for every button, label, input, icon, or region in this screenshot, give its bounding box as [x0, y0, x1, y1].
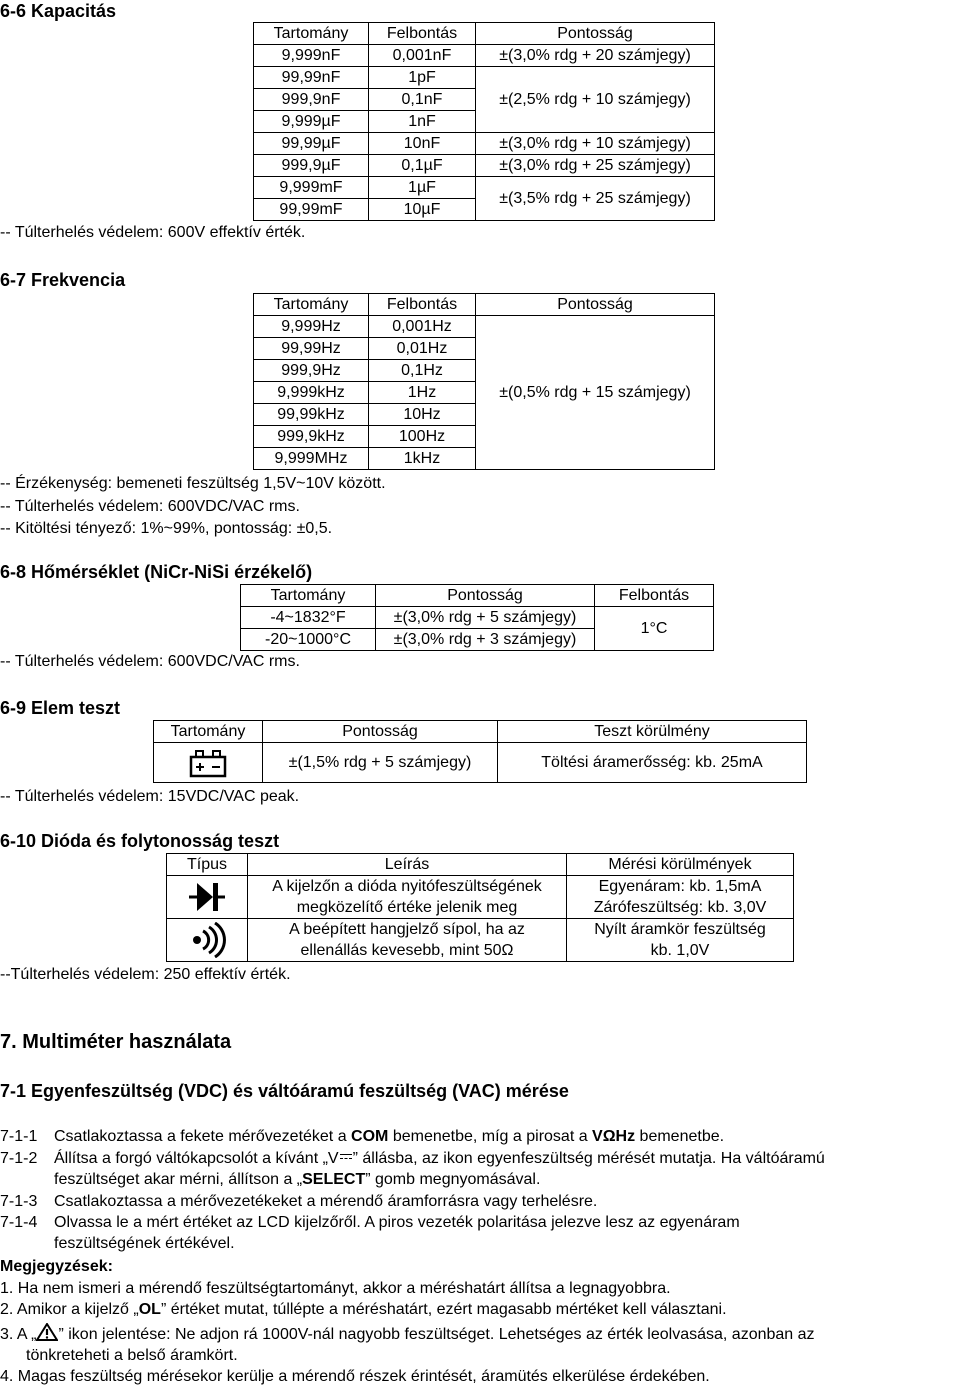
- section-title-frequency: 6-7 Frekvencia: [0, 270, 126, 290]
- table-cell: 0,1µF: [369, 155, 476, 177]
- section-title-diode: 6-10 Dióda és folytonosság teszt: [0, 831, 280, 851]
- note-text: tönkreteheti a belső áramkört.: [26, 1347, 238, 1364]
- table-cell: 1pF: [369, 67, 476, 89]
- chapter-title: 7. Multiméter használata: [0, 1031, 232, 1053]
- step-number: 7-1-1: [0, 1128, 38, 1145]
- table-cell: [167, 919, 248, 962]
- table-cell: ±(3,0% rdg + 5 számjegy): [376, 607, 595, 629]
- table-cell: 1µF: [369, 177, 476, 199]
- table-cell: 1Hz: [369, 382, 476, 404]
- table-header: Tartomány: [254, 23, 369, 45]
- step-number: 7-1-4: [0, 1214, 38, 1231]
- table-cell: ±(1,5% rdg + 5 számjegy): [263, 743, 498, 783]
- table-header: Tartomány: [254, 294, 369, 316]
- condition-line: Egyenáram: kb. 1,5mA: [598, 878, 762, 895]
- table-cell: 0,1nF: [369, 89, 476, 111]
- description-line: ellenállás kevesebb, mint 50Ω: [300, 942, 514, 959]
- com-label: COM: [351, 1128, 389, 1145]
- step-text: ” állásba, az ikon egyenfeszültség mérését mutatja. Ha váltóáramú: [352, 1150, 825, 1167]
- overload-note: -- Túlterhelés védelem: 15VDC/VAC peak.: [0, 788, 300, 805]
- table-cell: 100Hz: [369, 426, 476, 448]
- table-cell: ±(2,5% rdg + 10 számjegy): [476, 89, 715, 111]
- subsection-title: 7-1 Egyenfeszültség (VDC) és váltóáramú feszültség (VAC) mérése: [0, 1081, 569, 1101]
- table-header: Pontosság: [476, 294, 715, 316]
- ol-label: OL: [138, 1301, 161, 1318]
- table-cell: 99,99Hz: [254, 338, 369, 360]
- table-cell: [248, 876, 567, 919]
- step-text: feszültségének értékével.: [54, 1235, 235, 1252]
- sensitivity-note: -- Érzékenység: bemeneti feszültség 1,5V~10V között.: [0, 475, 386, 492]
- step-text: Olvassa le a mért értéket az LCD kijelzőről. A piros vezeték polaritása jelezve lesz az egyenáram: [54, 1214, 740, 1231]
- table-cell-empty: [476, 111, 715, 133]
- table-cell: [248, 919, 567, 962]
- table-cell: 0,1Hz: [369, 360, 476, 382]
- vohz-label: VΩHz: [592, 1128, 636, 1145]
- diode-table: [166, 853, 794, 962]
- table-cell: 9,999µF: [254, 111, 369, 133]
- condition-line: Zárófeszültség: kb. 3,0V: [593, 899, 767, 916]
- table-row: [254, 316, 715, 338]
- note-text: ” értéket mutat, túllépte a méréshatárt, ezért magasabb mértéket kell választani.: [160, 1301, 727, 1318]
- step-text: ” gomb megnyomásával.: [365, 1171, 541, 1188]
- table-row: [241, 607, 714, 629]
- table-cell: 999,9kHz: [254, 426, 369, 448]
- table-header: Felbontás: [369, 294, 476, 316]
- table-header-row: [254, 23, 715, 45]
- table-header: Tartomány: [154, 721, 263, 743]
- table-header: Felbontás: [369, 23, 476, 45]
- step-text: Állítsa a forgó váltókapcsolót a kívánt „V: [54, 1150, 339, 1167]
- table-header: Tartomány: [241, 585, 376, 607]
- table-cell: -4~1832°F: [241, 607, 376, 629]
- table-cell: 9,999kHz: [254, 382, 369, 404]
- step-number: 7-1-3: [0, 1193, 38, 1210]
- section-title-temperature: 6-8 Hőmérséklet (NiCr-NiSi érzékelő): [0, 562, 313, 582]
- notes-heading: Megjegyzések:: [0, 1258, 113, 1275]
- table-cell: ±(3,5% rdg + 25 számjegy): [476, 177, 715, 221]
- table-header: Típus: [167, 854, 248, 876]
- table-cell: [167, 876, 248, 919]
- table-header: Pontosság: [263, 721, 498, 743]
- table-cell: ±(0,5% rdg + 15 számjegy): [476, 316, 715, 470]
- table-cell: 10µF: [369, 199, 476, 221]
- step-text: bemenetbe, míg a pirosat a: [388, 1128, 593, 1145]
- table-row: [154, 743, 807, 783]
- table-header: Felbontás: [595, 585, 714, 607]
- table-cell: 9,999mF: [254, 177, 369, 199]
- note-item: 4. Magas feszültség mérésekor kerülje a mérendő részek érintését, áramütés elkerülése érdekében.: [0, 1368, 710, 1385]
- step-7-1-3: [0, 1191, 958, 1212]
- table-cell: [567, 876, 794, 919]
- section-title-battery: 6-9 Elem teszt: [0, 698, 121, 718]
- table-row: [254, 177, 715, 199]
- notes-title: [0, 1256, 958, 1277]
- note-text: ” ikon jelentése: Ne adjon rá 1000V-nál nagyobb feszültséget. Lehetséges az érték leolvasása, azonban az: [58, 1326, 815, 1343]
- step-7-1-1: [0, 1126, 958, 1147]
- step-text: bemenetbe.: [635, 1128, 725, 1145]
- table-cell: 1nF: [369, 111, 476, 133]
- step-text: feszültséget akar mérni, állítson a „: [54, 1171, 303, 1188]
- table-cell: ±(3,0% rdg + 3 számjegy): [376, 629, 595, 651]
- select-label: SELECT: [302, 1171, 366, 1188]
- note-item: 1. Ha nem ismeri a mérendő feszültségtartományt, akkor a méréshatárt állítsa a legnagyobbra.: [0, 1280, 671, 1297]
- step-7-1-2: [0, 1148, 958, 1190]
- table-cell: 0,01Hz: [369, 338, 476, 360]
- overload-note: -- Túlterhelés védelem: 600V effektív érték.: [0, 224, 306, 241]
- note-text: 2. Amikor a kijelző „: [0, 1301, 139, 1318]
- dc-ac-symbol-icon: [339, 1152, 353, 1166]
- note-item: [0, 1299, 958, 1320]
- table-header-row: [241, 585, 714, 607]
- duty-cycle-note: -- Kitöltési tényező: 1%~99%, pontosság: ±0,5.: [0, 520, 333, 537]
- table-row: [254, 89, 715, 111]
- table-header: Mérési körülmények: [567, 854, 794, 876]
- table-cell: 9,999Hz: [254, 316, 369, 338]
- table-header-row: [154, 721, 807, 743]
- table-header-row: [167, 854, 794, 876]
- table-cell: 99,99nF: [254, 67, 369, 89]
- note-item: [0, 1323, 958, 1366]
- battery-table: [153, 720, 807, 783]
- table-cell: -20~1000°C: [241, 629, 376, 651]
- table-cell: 99,99mF: [254, 199, 369, 221]
- table-header: Pontosság: [476, 23, 715, 45]
- table-cell: 0,001nF: [369, 45, 476, 67]
- battery-icon: [188, 748, 228, 778]
- table-header: Leírás: [248, 854, 567, 876]
- table-row: [254, 111, 715, 133]
- table-cell-empty: [476, 67, 715, 89]
- condition-line: Nyílt áramkör feszültség: [594, 921, 766, 938]
- continuity-sound-icon: [187, 922, 227, 958]
- table-cell: 1kHz: [369, 448, 476, 470]
- condition-line: kb. 1,0V: [650, 942, 710, 959]
- step-text: Csatlakoztassa a fekete mérővezetéket a: [54, 1128, 352, 1145]
- table-row: [167, 919, 794, 962]
- description-line: A kijelzőn a dióda nyitófeszültségének: [272, 878, 542, 895]
- description-line: megközelítő értéke jelenik meg: [296, 899, 518, 916]
- note-text: 3. A „: [0, 1326, 37, 1343]
- section-title-capacitance: 6-6 Kapacitás: [0, 1, 117, 21]
- step-text: Csatlakoztassa a mérővezetékeket a mérendő áramforrásra vagy terhelésre.: [54, 1193, 598, 1210]
- table-header: Pontosság: [376, 585, 595, 607]
- capacitance-table: [253, 22, 715, 221]
- table-cell: ±(3,0% rdg + 25 számjegy): [476, 155, 715, 177]
- table-row: [254, 155, 715, 177]
- table-row: [254, 45, 715, 67]
- table-cell: ±(3,0% rdg + 20 számjegy): [476, 45, 715, 67]
- table-cell: 999,9Hz: [254, 360, 369, 382]
- step-7-1-4: [0, 1212, 958, 1254]
- table-cell: 999,9nF: [254, 89, 369, 111]
- table-cell: 9,999MHz: [254, 448, 369, 470]
- table-cell: 0,001Hz: [369, 316, 476, 338]
- overload-note: --Túlterhelés védelem: 250 effektív érték.: [0, 966, 291, 983]
- table-cell: Töltési áramerősség: kb. 25mA: [498, 743, 807, 783]
- table-cell: 10nF: [369, 133, 476, 155]
- table-cell: 10Hz: [369, 404, 476, 426]
- table-cell: 99,99kHz: [254, 404, 369, 426]
- step-number: 7-1-2: [0, 1150, 38, 1167]
- overload-note: -- Túlterhelés védelem: 600VDC/VAC rms.: [0, 498, 300, 515]
- table-cell: ±(3,0% rdg + 10 számjegy): [476, 133, 715, 155]
- table-cell: [567, 919, 794, 962]
- table-cell: 1°C: [595, 607, 714, 651]
- table-row: [254, 67, 715, 89]
- table-cell: 9,999nF: [254, 45, 369, 67]
- table-cell: [154, 743, 263, 783]
- temperature-table: [240, 584, 714, 651]
- overload-note: -- Túlterhelés védelem: 600VDC/VAC rms.: [0, 653, 300, 670]
- table-header: Teszt körülmény: [498, 721, 807, 743]
- table-row: [254, 133, 715, 155]
- warning-icon: [36, 1323, 58, 1341]
- description-line: A beépített hangjelző sípol, ha az: [289, 921, 525, 938]
- table-cell: 999,9µF: [254, 155, 369, 177]
- diode-icon: [187, 879, 227, 915]
- table-header-row: [254, 294, 715, 316]
- table-row: [167, 876, 794, 919]
- table-cell: 99,99µF: [254, 133, 369, 155]
- frequency-table: [253, 293, 715, 470]
